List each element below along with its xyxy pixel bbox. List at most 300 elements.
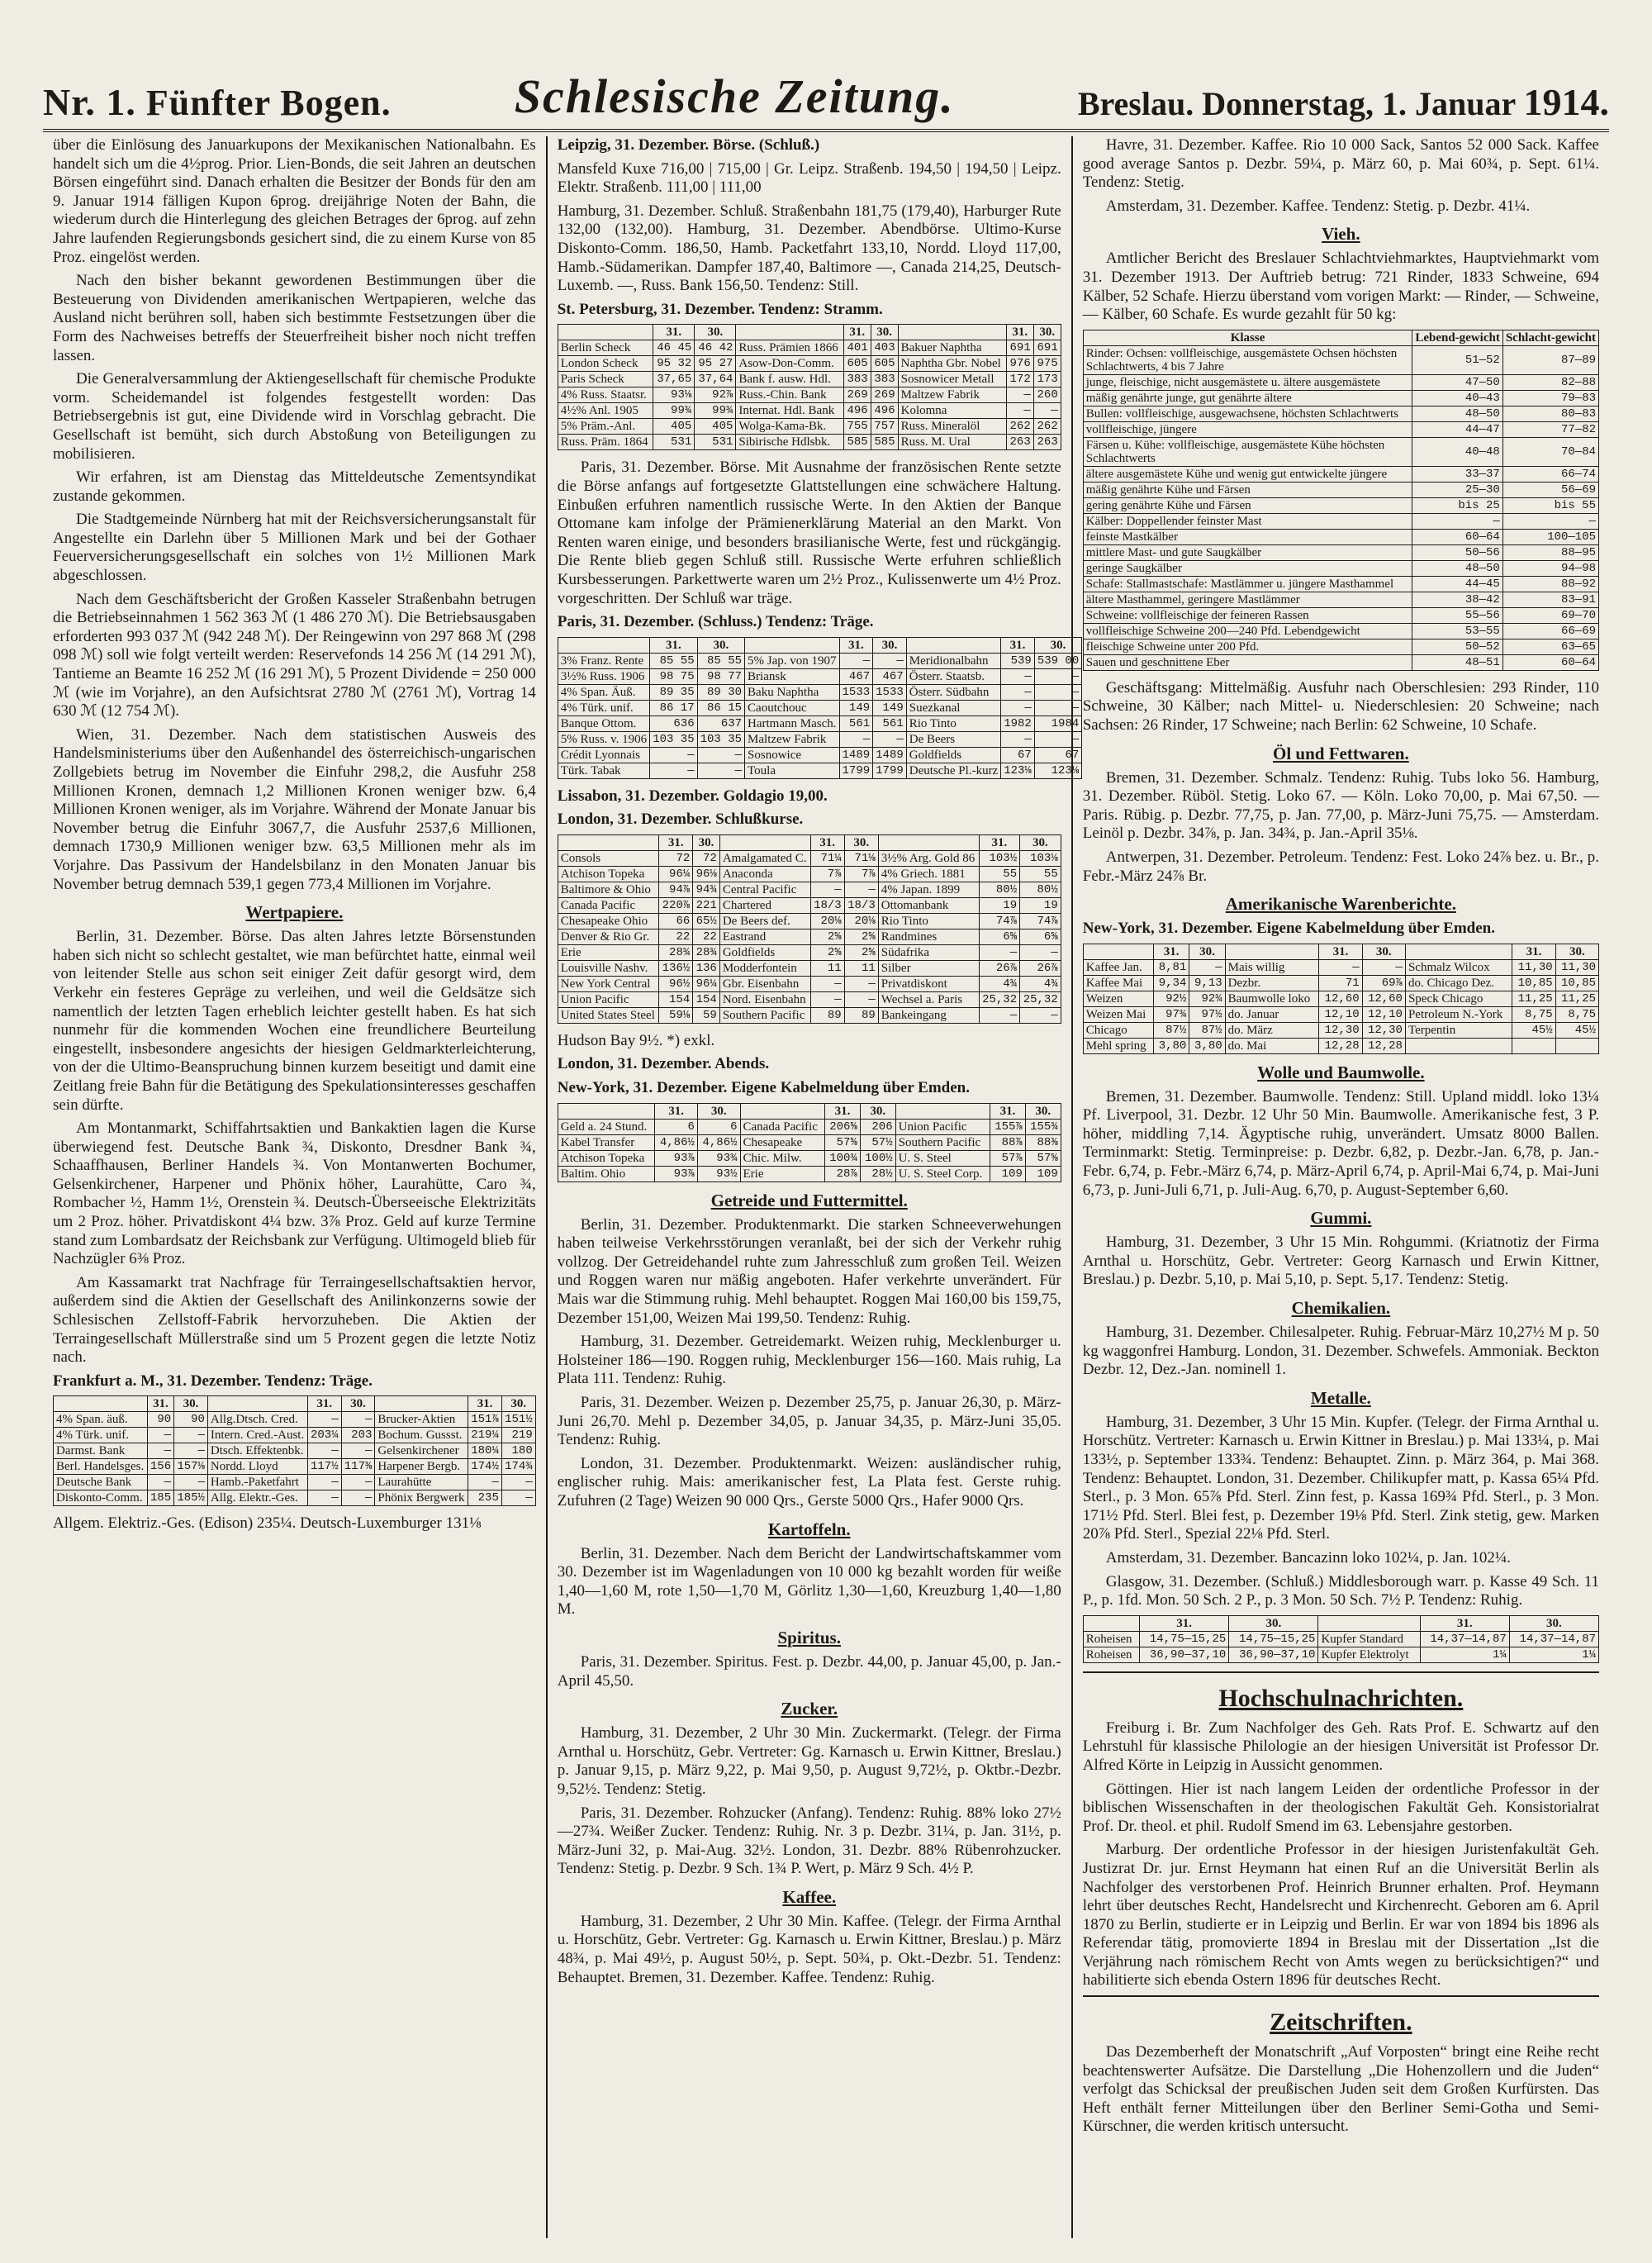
table-cell: 109: [990, 1166, 1026, 1181]
table-cell: Harpener Bergb.: [375, 1459, 468, 1475]
table-cell: 531: [653, 435, 695, 450]
table-header-cell: 30.: [174, 1396, 208, 1412]
article-paragraph: Freiburg i. Br. Zum Nachfolger des Geh. Rats Prof. E. Schwartz auf den Lehrstuhl für klassische Philologie an der hiesigen Universität ist Professor Dr. Alfred Körte in Leipzig in Aussicht genommen.: [1082, 1719, 1599, 1774]
table-cell: 37,64: [695, 372, 736, 387]
table-cell: Russ.-Chin. Bank: [736, 387, 843, 403]
table-cell: 92⅞: [695, 387, 736, 403]
table-cell: 172: [1006, 372, 1033, 387]
table-cell: 25—30: [1412, 482, 1503, 497]
table-cell: 1799: [873, 763, 907, 778]
table-header-cell: 30.: [1189, 944, 1225, 959]
table-cell: 5% Russ. v. 1906: [558, 731, 649, 747]
article-paragraph: Paris, 31. Dezember. Weizen p. Dezember 25,75, p. Januar 26,30, p. März-Juni 26,70. Mehl p. Dezember 34,05, p. Januar 34,35, p. März-Juni 35,05. Tendenz: Ruhig.: [557, 1394, 1061, 1449]
table-row: [558, 356, 1061, 372]
table-cell: 4% Span. Äuß.: [558, 684, 649, 700]
table-cell: 100¾: [825, 1150, 861, 1166]
columns: [43, 136, 1609, 2238]
table-cell: Bochum. Gussst.: [375, 1428, 468, 1443]
hudson-line: Hudson Bay 9½. *) exkl.: [557, 1031, 715, 1049]
table-cell: 154: [659, 991, 693, 1007]
table-cell: 401: [843, 340, 871, 356]
article-paragraph: Hamburg, 31. Dezember, 2 Uhr 30 Min. Zuckermarkt. (Telegr. der Firma Arnthal u. Horschütz, Gebr. Vertreter: Gg. Karnasch u. Erwin Kittner, Breslau.) p. Januar 9,15, p. März 9,22, p. Mai 9,50, p. August 9,72½, p. Oktbr.-Dezbr. 9,52½. Tendenz: Stetig.: [557, 1724, 1061, 1798]
table-cell: mittlere Mast- und gute Saugkälber: [1083, 544, 1412, 560]
table-cell: 18/3: [810, 897, 844, 913]
table-cell: 77—82: [1502, 421, 1598, 437]
table-cell: 4,86½: [655, 1134, 698, 1150]
table-cell: Färsen u. Kühe: vollfleischige, ausgemästete Kühe höchsten Schlachtwerts: [1083, 437, 1412, 466]
table-cell: Baumwolle loko: [1225, 991, 1319, 1006]
table-row: [558, 850, 1061, 866]
table-header-cell: 30.: [1034, 637, 1081, 653]
table-cell: Paris Scheck: [558, 372, 653, 387]
table-cell: 691: [1006, 340, 1033, 356]
table-row: [54, 1475, 536, 1490]
table-cell: 33—37: [1412, 466, 1503, 482]
table-cell: 117⅜: [341, 1459, 375, 1475]
table-cell: Ottomanbank: [878, 897, 979, 913]
table-cell: 87½: [1154, 1022, 1189, 1038]
table-header-row: [1083, 944, 1598, 959]
article-paragraph: Die Stadtgemeinde Nürnberg hat mit der Reichsversicherungsanstalt für Angestellte ein Darlehn über 5 Millionen Mark und bei der Gothaer Feuerversicherungsgesellschaft ein solches von 1½ Millionen Mark abgeschlossen.: [53, 511, 536, 585]
paris-report: Paris, 31. Dezember. Börse. Mit Ausnahme der französischen Rente setzte die Börse anfangs auf fortgesetzte Glattstellungen eine schwächere Haltung. Einbußen erfuhren namentlich russische Werte. In den Aktien der Banque Ottomane kam infolge der Prämienerklärung Material an den Markt. Von Renten waren einige, und besonders brasilianische Werte, fest und rückgängig. Die Rente blieb gegen Schluß still. Russische Werte erfuhren schließlich Kursbesserungen. Parkettwerte waren um 2½ Proz., Kulissenwerte um 4½ Proz. vorgeschritten. Der Schluß war träge.: [557, 459, 1061, 607]
table-header-cell: 31.: [1154, 944, 1189, 959]
table-row: [1083, 959, 1598, 975]
table-cell: 71: [1319, 975, 1362, 991]
newyork-table: [558, 1103, 1061, 1182]
table-cell: 149: [839, 700, 873, 716]
table-cell: 44—47: [1412, 421, 1503, 437]
table-cell: 5% Jap. von 1907: [745, 653, 840, 668]
table-row: [558, 897, 1061, 913]
table-cell: De Beers: [906, 731, 1000, 747]
table-cell: 40—48: [1412, 437, 1503, 466]
section-heading-zeitschriften: Zeitschriften.: [1270, 2009, 1412, 2037]
table-row: [558, 419, 1061, 435]
table-cell: Atchison Topeka: [558, 1150, 655, 1166]
table-cell: —: [341, 1412, 375, 1428]
table-cell: London Scheck: [558, 356, 653, 372]
table-cell: mäßig genährte junge, gut genährte ältere: [1083, 390, 1412, 406]
table-cell: Russ. M. Ural: [898, 435, 1006, 450]
table-cell: 405: [695, 419, 736, 435]
table-cell: 260: [1033, 387, 1061, 403]
table-cell: Allg. Elektr.-Ges.: [207, 1490, 307, 1506]
table-cell: 55: [1020, 866, 1061, 882]
table-row: [1083, 607, 1598, 623]
table-cell: —: [1189, 959, 1225, 975]
table-cell: 88⅜: [1025, 1134, 1061, 1150]
article-paragraph: Bremen, 31. Dezember. Baumwolle. Tendenz: Still. Upland middl. loko 13¼ Pf. Liverpool, 31. Dezbr. 12 Uhr 50 Min. Baumwolle. Amerikanische fest, 3 P. höher, middling 7,14. Ägyptische ruhig, unverändert. Umsatz 8000 Ballen. Terminmarkt: Stetig. Terminpreise: p. Dezbr. 6,82, p. Dezbr.-Jan. 6,78, p. Jan.-Febr. 6,74, p. Febr.-März 6,74, p. März-April 6,74, p. April-Mai 6,74, p. Mai-Juni 6,73, p. Juni-Juli 6,71, p. Juli-Aug. 6,70, p. August-September 6,60.: [1082, 1087, 1599, 1199]
table-cell: 20⅛: [844, 913, 878, 929]
table-cell: [1405, 1038, 1512, 1053]
table-cell: 637: [697, 716, 744, 731]
table-row: [558, 1166, 1061, 1181]
table-cell: Amalgamated C.: [719, 850, 810, 866]
table-cell: —: [147, 1443, 173, 1459]
table-cell: Toula: [745, 763, 840, 778]
article-paragraph: Berlin, 31. Dezember. Börse. Das alten Jahres letzte Börsenstunden haben sich nicht so schlecht gestaltet, wie man befürchtet hatte, einmal weil von leitender Stelle aus schon seit einiger Zeit dafür gesorgt wird, dem Verkehr ein festeres Gepräge zu verleihen, und weil die Geldsätze sich namentlich der letzten Tagen erheblich leichter gestellt haben. Es hat sich nunmehr für die kommenden Wochen eine freundlichere Beurteilung eingestellt, insbesondere angesichts der hiesigen Geldmarkterleichterung, von der die Ultimo-Beanspruchung binnen kurzem beseitigt und damit eine Zeitlang freie Bahn für die Betätigung des Spekulationsinteresses geschaffen sein dürfte.: [53, 928, 536, 1114]
table-cell: 1489: [839, 747, 873, 763]
table-cell: Maltzew Fabrik: [745, 731, 840, 747]
table-row: [1083, 374, 1598, 390]
table-cell: De Beers def.: [719, 913, 810, 929]
table-cell: 80½: [1020, 882, 1061, 897]
table-cell: 10,85: [1512, 975, 1555, 991]
table-cell: 561: [873, 716, 907, 731]
table-cell: 94¾: [693, 882, 720, 897]
table-cell: Crédit Lyonnais: [558, 747, 649, 763]
table-cell: 95 32: [653, 356, 695, 372]
section-heading-chemikalien: Chemikalien.: [1291, 1298, 1391, 1319]
table-header-row: [558, 637, 1082, 653]
table-cell: 90: [174, 1412, 208, 1428]
table-cell: 19: [979, 897, 1020, 913]
table-cell: 93⅞: [655, 1150, 698, 1166]
table-cell: Bankeingang: [878, 1007, 979, 1023]
table-cell: 3,80: [1154, 1038, 1189, 1053]
table-row: [558, 700, 1082, 716]
table-cell: —: [1034, 700, 1081, 716]
table-cell: Schafe: Stallmastschafe: Mastlämmer u. jüngere Masthammel: [1083, 576, 1412, 592]
table-cell: 539 00: [1034, 653, 1081, 668]
table-cell: 46 45: [653, 340, 695, 356]
section-heading-oel: Öl und Fettwaren.: [1273, 743, 1409, 763]
table-cell: 55: [979, 866, 1020, 882]
table-cell: —: [1001, 684, 1035, 700]
table-cell: 80½: [979, 882, 1020, 897]
table-cell: United States Steel: [558, 1007, 658, 1023]
table-cell: 3,80: [1189, 1038, 1225, 1053]
table-cell: Phönix Bergwerk: [375, 1490, 468, 1506]
table-row: [54, 1412, 536, 1428]
article-paragraph: Amsterdam, 31. Dezember. Kaffee. Tendenz: Stetig. p. Dezbr. 41¼.: [1105, 197, 1531, 215]
table-cell: 100½: [860, 1150, 895, 1166]
section-heading-metalle: Metalle.: [1310, 1387, 1371, 1408]
table-row: [1083, 482, 1598, 497]
table-cell: 531: [695, 435, 736, 450]
table-header-cell: [1225, 944, 1319, 959]
article-paragraph: Am Montanmarkt, Schiffahrtsaktien und Bankaktien lagen die Kurse überwiegend fest. Deutsche Bank ¾, Diskonto, Dresdner Bank ¾, Schaaffhausen, Berliner Handels ¾. Von Montanwerten Bochumer, Gelsenkirchener, Harpener und Phönix höher, Laurahütte, Caro ¾, Rombacher ½, Hamm 1½, Orenstein ¾. Deutsch-Überseeische Elektrizitäts um 2 Proz. höher. Privatdiskont 4¼ bzw. 3⅞ Proz. Geld auf kurze Termine stand zum Lombardsatz der Reichsbank zur Verfügung. Ultimogeld blieb für Nachzügler 6⅜ Proz.: [53, 1120, 536, 1268]
table-cell: 99¾: [695, 403, 736, 419]
column-3: [1071, 136, 1609, 2238]
table-cell: do. Chicago Dez.: [1405, 975, 1512, 991]
table-cell: 92½: [1154, 991, 1189, 1006]
table-header-cell: Lebend-gewicht: [1412, 330, 1503, 345]
table-cell: —: [810, 991, 844, 1007]
table-cell: do. Januar: [1225, 1006, 1319, 1022]
table-cell: 63—65: [1502, 639, 1598, 654]
table-header-cell: [1083, 1615, 1139, 1631]
table-cell: Consols: [558, 850, 658, 866]
table-cell: —: [147, 1475, 173, 1490]
table-cell: 154: [693, 991, 720, 1007]
article-paragraph: Antwerpen, 31. Dezember. Petroleum. Tendenz: Fest. Loko 24⅞ bez. u. Br., p. Febr.-März 24⅞ Br.: [1082, 848, 1599, 885]
table-row: [558, 991, 1061, 1007]
table-row: [558, 913, 1061, 929]
table-cell: 11,30: [1555, 959, 1598, 975]
table-cell: 86 17: [650, 700, 697, 716]
table-cell: Louisville Nashv.: [558, 960, 658, 976]
table-cell: Türk. Tabak: [558, 763, 649, 778]
table-cell: 14,37—14,87: [1509, 1631, 1598, 1647]
table-cell: Goldfields: [719, 944, 810, 960]
table-cell: Speck Chicago: [1405, 991, 1512, 1006]
table-header-cell: [54, 1396, 148, 1412]
table-row: [1083, 406, 1598, 421]
table-cell: —: [147, 1428, 173, 1443]
table-cell: 2⅝: [844, 929, 878, 944]
table-cell: —: [307, 1412, 341, 1428]
table-cell: 93½: [697, 1166, 740, 1181]
table-cell: Suezkanal: [906, 700, 1000, 716]
table-cell: 1533: [839, 684, 873, 700]
table-row: [558, 372, 1061, 387]
table-cell: 59: [693, 1007, 720, 1023]
table-cell: 151⅞: [468, 1412, 502, 1428]
table-cell: 57⅝: [825, 1134, 861, 1150]
table-cell: Österr. Staatsb.: [906, 668, 1000, 684]
frankfurt-footnote: Allgem. Elektriz.-Ges. (Edison) 235¼. Deutsch-Luxemburger 131⅛: [53, 1514, 482, 1533]
masthead: [43, 58, 1609, 132]
table-row: [1083, 421, 1598, 437]
table-cell: 74⅞: [979, 913, 1020, 929]
table-cell: gering genährte Kühe und Färsen: [1083, 497, 1412, 513]
table-cell: 5% Präm.-Anl.: [558, 419, 653, 435]
table-cell: 22: [659, 929, 693, 944]
table-cell: 755: [843, 419, 871, 435]
table-cell: 93¾: [697, 1150, 740, 1166]
table-header-cell: [878, 834, 979, 850]
table-cell: 4% Griech. 1881: [878, 866, 979, 882]
table-cell: 496: [843, 403, 871, 419]
table-cell: 1984: [1034, 716, 1081, 731]
table-cell: Dezbr.: [1225, 975, 1319, 991]
issue-number: [43, 80, 392, 124]
table-cell: 136½: [659, 960, 693, 976]
table-header-cell: 31.: [1319, 944, 1362, 959]
table-cell: 93⅛: [653, 387, 695, 403]
table-cell: Brucker-Aktien: [375, 1412, 468, 1428]
table-cell: —: [810, 882, 844, 897]
table-cell: 88—92: [1502, 576, 1598, 592]
table-header-cell: [1318, 1615, 1420, 1631]
table-row: [558, 1150, 1061, 1166]
table-cell: Diskonto-Comm.: [54, 1490, 148, 1506]
table-cell: ältere Masthammel, geringere Mastlämmer: [1083, 592, 1412, 607]
table-row: [1083, 1022, 1598, 1038]
table-cell: 206: [860, 1119, 895, 1134]
table-header-row: [558, 834, 1061, 850]
table-cell: Randmines: [878, 929, 979, 944]
hamburg-quotes: Hamburg, 31. Dezember. Schluß. Straßenbahn 181,75 (179,40), Harburger Rute 132,00 (132,00). Hamburg, 31. Dezember. Abendbörse. Ultimo-Kurse Diskonto-Comm. 186,50, Hamb. Packetfahrt 133,10, Nordd. Lloyd 117,00, Hamb.-Südamerikan. Dampfer 187,40, Baltimore —, Canada 214,25, Deutsch-Luxemb. —, Russ. Bank 156,50. Tendenz: Still.: [557, 202, 1061, 295]
section-divider: [1083, 1671, 1599, 1673]
table-cell: 269: [871, 387, 898, 403]
article-paragraph: Geschäftsgang: Mittelmäßig. Ausfuhr nach Oberschlesien: 293 Rinder, 110 Schweine, 30 Kälber; nach Mittel- u. Niederschlesien: 20 Schweine; nach Sachsen: 26 Rinder, 17 Schweine; nach Berlin: 62 Schweine, 10 Schafe.: [1082, 678, 1599, 734]
table-cell: 383: [843, 372, 871, 387]
table-cell: 26⅞: [1020, 960, 1061, 976]
table-header-cell: 30.: [695, 325, 736, 340]
table-cell: 206⅝: [825, 1119, 861, 1134]
table-header-cell: 30.: [1509, 1615, 1598, 1631]
table-row: [558, 731, 1082, 747]
section-heading-vieh: Vieh.: [1322, 224, 1360, 245]
year: 1914.: [1523, 81, 1609, 123]
table-cell: 2⅝: [810, 929, 844, 944]
table-row: [558, 435, 1061, 450]
table-header-cell: Klasse: [1083, 330, 1412, 345]
table-cell: 83—91: [1502, 592, 1598, 607]
table-cell: 11: [844, 960, 878, 976]
table-cell: ältere ausgemästete Kühe und wenig gut entwickelte jüngere: [1083, 466, 1412, 482]
table-cell: Maltzew Fabrik: [898, 387, 1006, 403]
table-cell: Eastrand: [719, 929, 810, 944]
table-cell: Sosnowicer Metall: [898, 372, 1006, 387]
table-cell: 4% Türk. unif.: [54, 1428, 148, 1443]
table-cell: Kolomna: [898, 403, 1006, 419]
table-cell: 97¾: [1154, 1006, 1189, 1022]
table-header-cell: 30.: [697, 637, 744, 653]
table-header-cell: 30.: [1362, 944, 1405, 959]
table-cell: Canada Pacific: [558, 897, 658, 913]
section-heading-wertpapiere: Wertpapiere.: [245, 902, 344, 923]
table-header-cell: [736, 325, 843, 340]
table-cell: Erie: [558, 944, 658, 960]
table-cell: —: [174, 1475, 208, 1490]
section-divider: [1083, 1995, 1599, 1997]
table-cell: 9,13: [1189, 975, 1225, 991]
table-row: [1083, 623, 1598, 639]
table-header-cell: 30.: [860, 1103, 895, 1119]
table-row: [1083, 1631, 1598, 1647]
table-cell: 25,32: [1020, 991, 1061, 1007]
section-heading-wolle: Wolle und Baumwolle.: [1257, 1062, 1425, 1082]
article-paragraph: Die Generalversammlung der Aktiengesellschaft für chemische Produkte vorm. Scheidemandel ist folgendes festgestellt worden: Das Betriebsergebnis ist gut, eine Dividende wird in Vorschlag gebracht. Die Gesellschaft ist bemüht, sich durch Abstoßung von Beteiligungen zu mobilisieren.: [53, 370, 536, 463]
article-paragraph: Hamburg, 31. Dezember, 3 Uhr 15 Min. Rohgummi. (Kriatnotiz der Firma Arnthal u. Horschütz, Gebr. Vertreter: Georg Karnasch und Erwin Kittner, Breslau.) p. Dezbr. 5,10, p. Mai 5,10, p. Sept. 5,17. Tendenz: Stetig.: [1082, 1234, 1599, 1289]
table-cell: 20⅛: [810, 913, 844, 929]
column-1: [43, 136, 546, 2238]
table-cell: Südafrika: [878, 944, 979, 960]
table-row: [1083, 560, 1598, 576]
table-cell: 96½: [659, 976, 693, 991]
london-table: [558, 834, 1061, 1024]
table-cell: [1512, 1038, 1555, 1053]
table-cell: 1¼: [1420, 1647, 1509, 1662]
table-cell: 95 27: [695, 356, 736, 372]
place-date: Breslau. Donnerstag, 1. Januar: [1077, 85, 1516, 122]
table-cell: Nord. Eisenbahn: [719, 991, 810, 1007]
table-cell: Kabel Transfer: [558, 1134, 655, 1150]
table-cell: Baku Naphtha: [745, 684, 840, 700]
section-heading-hochschul: Hochschulnachrichten.: [1218, 1684, 1464, 1712]
table-row: [558, 403, 1061, 419]
table-row: [558, 944, 1061, 960]
table-header-cell: 30.: [697, 1103, 740, 1119]
article-paragraph: Hamburg, 31. Dezember. Chilesalpeter. Ruhig. Februar-März 10,27½ M p. 50 kg waggonfrei Hamburg. London, 31. Dezember. Schwefels. Ammoniak. Beckton Dezbr. 12, Dez.-Jan. nominell 1.: [1082, 1324, 1599, 1379]
table-cell: 151½: [501, 1412, 535, 1428]
table-header-cell: [375, 1396, 468, 1412]
table-cell: 2⅝: [810, 944, 844, 960]
table-cell: —: [1006, 403, 1033, 419]
table-cell: —: [341, 1475, 375, 1490]
table-cell: Caoutchouc: [745, 700, 840, 716]
table-cell: 74⅞: [1020, 913, 1061, 929]
table-cell: 97½: [1189, 1006, 1225, 1022]
article-paragraph: Glasgow, 31. Dezember. (Schluß.) Middlesborough warr. p. Kasse 49 Sch. 11 P., p. 1fd. Mon. 50 Sch. 2 P., p. 3 Mon. 50 Sch. 7½ P. Tendenz: Ruhig.: [1082, 1572, 1599, 1609]
table-cell: 6: [697, 1119, 740, 1134]
lissabon-line: Lissabon, 31. Dezember. Goldagio 19,00.: [557, 787, 828, 805]
table-cell: bis 25: [1412, 497, 1503, 513]
table-cell: Terpentin: [1405, 1022, 1512, 1038]
table-cell: Bullen: vollfleischige, ausgewachsene, höchsten Schlachtwerts: [1083, 406, 1412, 421]
table-cell: 50—56: [1412, 544, 1503, 560]
table-cell: 109: [1025, 1166, 1061, 1181]
table-cell: 156: [147, 1459, 173, 1475]
table-header-cell: [1405, 944, 1512, 959]
table-cell: Schweine: vollfleischige der feineren Rassen: [1083, 607, 1412, 623]
table-cell: Kupfer Standard: [1318, 1631, 1420, 1647]
table-cell: 1489: [873, 747, 907, 763]
table-cell: —: [1001, 700, 1035, 716]
article-paragraph: Das Dezemberheft der Monatschrift „Auf Vorposten“ bringt eine Reihe recht beachtenswerter Aufsätze. Die Darstellung „Die Hohenzollern und die Juden“ verfolgt das Schicksal der preußischen Juden seit dem Großen Kurfürsten. Das Heft enthält ferner Mitteilungen über den Berliner Semi-Gotha und Semi-Kürschner, die werden kritisch untersucht.: [1082, 2043, 1599, 2136]
table-cell: Chesapeake: [740, 1134, 825, 1150]
table-header-cell: [745, 637, 840, 653]
article-paragraph: Paris, 31. Dezember. Rohzucker (Anfang). Tendenz: Ruhig. 88% loko 27½—27¾. Weißer Zucker. Tendenz: Ruhig. Nr. 3 p. Dezbr. 31¼, p. Jan. 31½, p. März-Juni 32, p. Mai-Aug. 32½. London, 31. Dezbr. 88% Rübenrohzucker. Tendenz: Stetig. p. Dezbr. 9 Sch. 1¾ P. Wert, p. März 9 Sch. 4½ P.: [557, 1804, 1061, 1878]
table-header-row: [558, 325, 1061, 340]
table-cell: 12,10: [1362, 1006, 1405, 1022]
table-cell: Atchison Topeka: [558, 866, 658, 882]
table-cell: 65½: [693, 913, 720, 929]
table-header-cell: 31.: [1512, 944, 1555, 959]
table-cell: Southern Pacific: [719, 1007, 810, 1023]
table-cell: 98 75: [650, 668, 697, 684]
table-header-cell: 30.: [844, 834, 878, 850]
table-cell: 69—70: [1502, 607, 1598, 623]
table-cell: 123⅛: [1001, 763, 1035, 778]
table-cell: —: [468, 1475, 502, 1490]
table-cell: 235: [468, 1490, 502, 1506]
table-header-cell: 30.: [693, 834, 720, 850]
table-cell: 44—45: [1412, 576, 1503, 592]
table-cell: New York Central: [558, 976, 658, 991]
table-cell: 82—88: [1502, 374, 1598, 390]
table-header-row: [558, 1103, 1061, 1119]
table-cell: Mehl spring: [1083, 1038, 1153, 1053]
table-cell: —: [1020, 1007, 1061, 1023]
table-cell: 539: [1001, 653, 1035, 668]
table-cell: 405: [653, 419, 695, 435]
newspaper-title: Schlesische Zeitung.: [514, 69, 955, 123]
table-cell: Hartmann Masch.: [745, 716, 840, 731]
table-cell: 263: [1006, 435, 1033, 450]
table-cell: —: [844, 882, 878, 897]
table-cell: —: [1362, 959, 1405, 975]
table-cell: —: [1034, 668, 1081, 684]
table-cell: 262: [1033, 419, 1061, 435]
table-row: [558, 1134, 1061, 1150]
table-row: [558, 340, 1061, 356]
table-cell: —: [1001, 668, 1035, 684]
table-row: [558, 1119, 1061, 1134]
table-cell: 467: [873, 668, 907, 684]
table-cell: 605: [843, 356, 871, 372]
table-cell: —: [1412, 513, 1503, 529]
table-cell: 585: [871, 435, 898, 450]
table-row: [1083, 576, 1598, 592]
table-cell: Russ. Prämien 1866: [736, 340, 843, 356]
table-cell: vollfleischige Schweine 200—240 Pfd. Lebendgewicht: [1083, 623, 1412, 639]
table-cell: 12,60: [1362, 991, 1405, 1006]
table-cell: —: [979, 1007, 1020, 1023]
